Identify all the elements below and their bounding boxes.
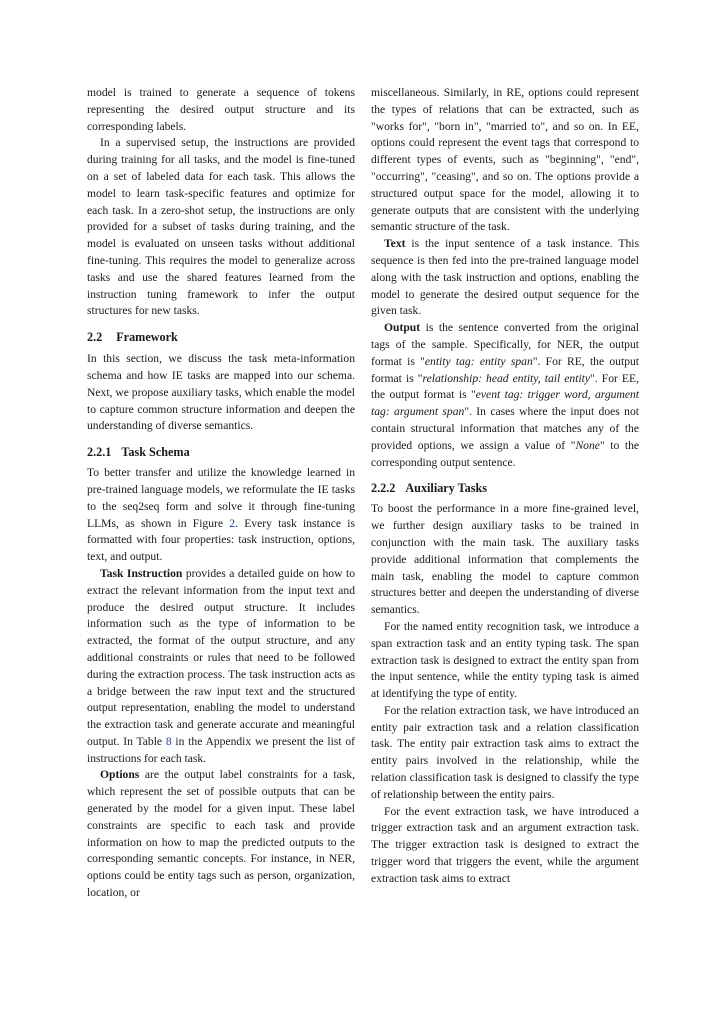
paragraph-text <box>371 236 639 320</box>
paragraph-task-schema <box>87 465 355 566</box>
left-column <box>87 85 355 902</box>
text-run: " to the corresponding output sentence. <box>371 438 640 469</box>
subsection-title: Task Schema <box>121 445 190 460</box>
text-run: in the Appendix we present the list of instructions for each task. <box>87 734 355 765</box>
paragraph-task-instruction <box>87 566 355 768</box>
format-ner: entity tag: entity span <box>424 354 533 368</box>
table-reference-link[interactable]: 8 <box>165 734 172 748</box>
text-run: . Every task instance is formatted with four properties: task instruction, options, text, and output. <box>87 516 355 564</box>
subsection-heading-auxiliary-tasks <box>371 480 639 496</box>
subsection-title: Auxiliary Tasks <box>405 481 487 496</box>
term-task-instruction: Task Instruction <box>100 566 183 580</box>
format-re: relationship: head entity, tail entity <box>422 371 591 385</box>
section-heading-framework <box>87 329 355 345</box>
paragraph-options-continued: miscellaneous. Similarly, in RE, options could represent the types of relations that can be extracted, such as "works for", "born in", "married to", and so on. In EE, options could represent the event tags that correspond to different types of events, such as "beginning", "end", "occurring", "ceasing", and so on. The options provide a structured output space for the model, allowing it to generate outputs that are consistent with the underlying semantic structure of the task. <box>371 86 639 234</box>
section-title: Framework <box>116 330 178 345</box>
format-ee: event tag: trigger word, argument tag: argument span <box>371 388 639 419</box>
paragraph-ner-aux: For the named entity recognition task, we introduce a span extraction task and an entity typing task. The span extraction task is designed to extract the entity span from the input sentence, while the entity typing task is aimed at identifying the type of entity. <box>371 619 639 701</box>
text-run: provides a detailed guide on how to extract the relevant information from the input text and produce the desired output structure. It includes information such as the type of information to be extracted, the format of the output structure, and any additional constraints or rules that need to be followed during the extraction process. The task instruction acts as a bridge between the raw input text and the structured output representation, enabling the model to understand the extraction task and generate accurate and meaningful output. In Table <box>87 566 355 748</box>
figure-reference-link[interactable]: 2 <box>229 516 236 530</box>
text-run: ". For RE, the output format is " <box>371 354 640 385</box>
text-run: are the output label constraints for a task, which represent the set of possible outputs that can be generated by the model for a given input. These label constraints are specific to each task and provide information on how to map the predicted outputs to the corresponding semantic concepts. For instance, in NER, options could be entity tags such as person, organization, location, or <box>87 768 355 900</box>
paragraph-ee-aux: For the event extraction task, we have introduced a trigger extraction task and an argument extraction task. The trigger extraction task is designed to extract the trigger word that triggers the event, while the argument extraction task aims to extract <box>371 804 639 885</box>
paragraph-setup: In a supervised setup, the instructions are provided during training for all tasks, and the model is fine-tuned on a set of labeled data for each task. This allows the model to learn task-specific features and optimize for each task. In a zero-shot setup, the instructions are only provided for a subset of tasks during training, and the model is evaluated on unseen tasks without additional fine-tuning. This requires the model to generalize across tasks and use the shared features learned from the instruction tuning framework to infer the output structures for new tasks. <box>87 136 355 318</box>
text-run: is the input sentence of a task instance. This sequence is then fed into the pre-trained language model along with the task instruction and options, enabling the model to generate the desired output sequence for the given task. <box>371 237 639 318</box>
paragraph-auxiliary-intro: To boost the performance in a more fine-grained level, we further design auxiliary tasks to be trained in conjunction with the main task. The auxiliary tasks provide additional information that complements the main task, enabling the model to capture common structures better and deepen the understanding of diverse semantics. <box>371 502 639 617</box>
subsection-number: 2.2.1 <box>87 445 112 460</box>
right-column <box>371 85 639 888</box>
term-options: Options <box>100 768 140 782</box>
text-run: ". For EE, the output format is " <box>371 371 639 402</box>
paragraph-output <box>371 320 639 471</box>
paragraph-re-aux: For the relation extraction task, we have introduced an entity pair extraction task and a relation classification task. The entity pair extraction task aims to extract the entity pairs involved in the relationship, while the relation classification task is designed to classify the type of relationship between the entity pairs. <box>371 703 639 801</box>
text-run: is the sentence converted from the original tags of the sample. Specifically, for NER, the output format is " <box>371 321 639 368</box>
value-none: None <box>575 438 600 452</box>
subsection-number: 2.2.2 <box>371 481 396 496</box>
paragraph-framework-intro: In this section, we discuss the task meta-information schema and how IE tasks are mapped into our schema. Next, we propose auxiliary tasks, which enable the model to capture common structure information and deepen the understanding of diverse semantics. <box>87 352 355 433</box>
section-number: 2.2 <box>87 330 103 345</box>
term-text: Text <box>384 237 406 251</box>
paragraph-options <box>87 767 355 901</box>
text-run: ". In cases where the input does not contain structural information that matches any of the provided options, we assign a value of " <box>371 405 639 452</box>
text-run: To better transfer and utilize the knowledge learned in pre-trained language models, we reformulate the IE tasks to the seq2seq form and solve it through fine-tuning LLMs, as shown in Figure <box>87 466 355 530</box>
paragraph-continuation: model is trained to generate a sequence of tokens representing the desired output structure and its corresponding labels. <box>87 86 355 133</box>
subsection-heading-task-schema <box>87 444 355 460</box>
term-output: Output <box>384 321 421 335</box>
